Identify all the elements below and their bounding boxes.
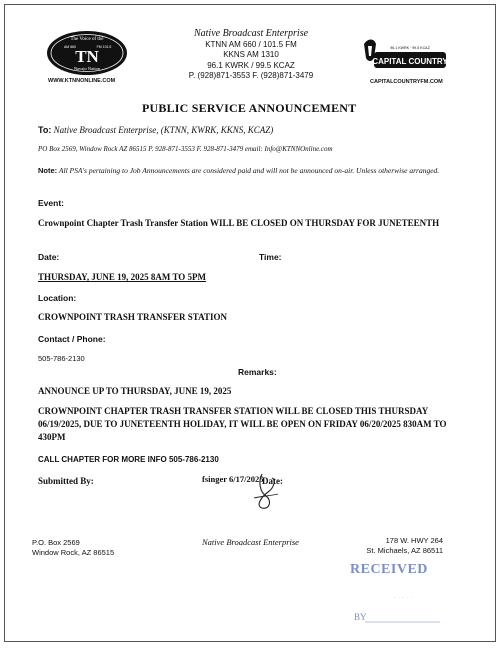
- to-line: [38, 125, 273, 135]
- logo-arc-top: The Voice of the: [70, 37, 104, 42]
- logo-main-text: CAPITAL COUNTRY: [372, 57, 448, 66]
- station-header: [175, 29, 327, 82]
- capital-country-logo: [360, 36, 448, 76]
- footer-left-line2: Window Rock, AZ 86515: [32, 548, 115, 557]
- submitted-value: fsinger 6/17/2025: [202, 474, 264, 484]
- remarks-line1: ANNOUNCE UP TO THURSDAY, JUNE 19, 2025: [38, 386, 232, 396]
- date-label: Date:: [38, 252, 60, 262]
- header-name: Native Broadcast Enterprise: [193, 28, 309, 39]
- call-info: CALL CHAPTER FOR MORE INFO 505-786-2130: [38, 455, 219, 464]
- remarks-line2: CROWNPOINT CHAPTER TRASH TRANSFER STATION WILL BE CLOSED THIS THURSDAY 06/19/2025, DUE TO JUNETEENTH HOLIDAY, IT WILL BE OPEN ON FRIDAY 06/20/2025 830AM TO 430PM: [38, 406, 447, 442]
- event-label: Event:: [38, 198, 64, 208]
- to-text: Native Broadcast Enterprise, (KTNN, KWRK, KKNS, KCAZ): [53, 125, 274, 135]
- date-value: THURSDAY, JUNE 19, 2025 8AM TO 5PM: [38, 272, 207, 282]
- ktnn-url: WWW.KTNNONLINE.COM: [48, 78, 116, 84]
- time-label: Time:: [259, 252, 282, 262]
- footer-left-line1: P.O. Box 2569: [32, 538, 80, 547]
- location-value: CROWNPOINT TRASH TRANSFER STATION: [38, 312, 227, 322]
- footer-right: [353, 536, 443, 556]
- svg-text:· · · · ·: · · · · ·: [393, 594, 413, 602]
- note-label: Note:: [38, 166, 58, 175]
- footer-center: Native Broadcast Enterprise: [202, 537, 299, 547]
- submitted-label: Submitted By:: [38, 476, 94, 486]
- note-text: All PSA's pertaining to Job Announcements are considered paid and will not be announced on-air. Unless otherwise arranged.: [58, 166, 440, 175]
- header-line1: KTNN AM 660 / 101.5 FM: [205, 39, 297, 49]
- event-text: Crownpoint Chapter Trash Transfer Station WILL BE CLOSED ON THURSDAY FOR JUNETEENTH: [38, 218, 440, 228]
- note-block: [38, 165, 458, 177]
- capital-country-url: CAPITALCOUNTRYFM.COM: [370, 79, 443, 85]
- footer-right-line1: 178 W. HWY 264: [385, 536, 443, 545]
- contact-label: Contact / Phone:: [38, 334, 106, 344]
- received-stamp-by: BY: [354, 612, 367, 622]
- logo-letters: TN: [75, 47, 99, 66]
- contact-value: 505-786-2130: [38, 354, 85, 363]
- header-line3: 96.1 KWRK / 99.5 KCAZ: [207, 60, 295, 70]
- logo-small-top: 96.1 KWRK · 99.5 KCAZ: [390, 46, 430, 50]
- contact-address-line: PO Box 2569, Window Rock AZ 86515 P. 928-871-3553 F. 928-871-3479 email: Info@KTNNOnline.com: [38, 145, 333, 153]
- submitted-date-label: Date:: [262, 476, 283, 486]
- header-line4: P. (928)871-3553 F. (928)871-3479: [188, 71, 314, 80]
- received-stamp-text: RECEIVED: [350, 562, 428, 577]
- footer-right-line2: St. Michaels, AZ 86511: [366, 546, 443, 555]
- logo-arc-bottom: Navajo Nation: [73, 66, 101, 71]
- location-label: Location:: [38, 293, 77, 303]
- to-label: To:: [38, 125, 52, 135]
- logo-badge-right: FM 101.5: [96, 45, 112, 49]
- signature-mark: [248, 470, 284, 514]
- footer-left: [32, 538, 114, 558]
- remarks-label: Remarks:: [238, 367, 277, 377]
- ktnn-logo: [46, 30, 128, 76]
- logo-badge-left: AM 660: [63, 45, 77, 49]
- page-title: PUBLIC SERVICE ANNOUNCEMENT: [142, 101, 357, 115]
- header-line2: KKNS AM 1310: [223, 50, 279, 59]
